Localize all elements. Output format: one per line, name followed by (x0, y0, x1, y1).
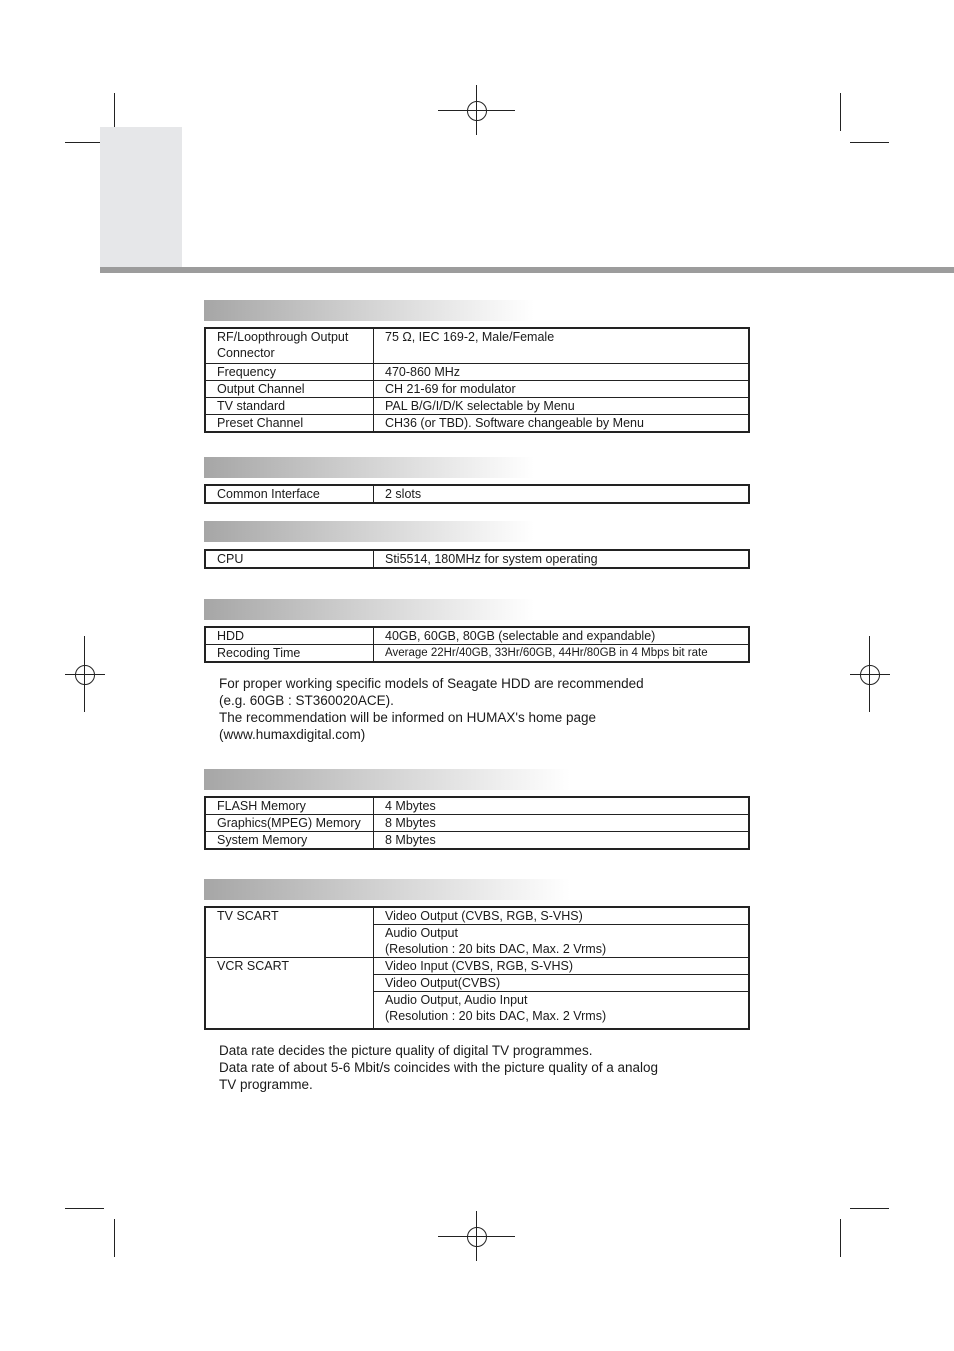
spec-value-line: Audio Output, Audio Input (385, 993, 528, 1007)
spec-value: CH 21-69 for modulator (374, 381, 750, 398)
table-row (205, 627, 749, 645)
table-row (205, 832, 749, 850)
spec-key: Graphics(MPEG) Memory (205, 815, 374, 832)
spec-key: TV standard (205, 398, 374, 415)
table-row (205, 381, 749, 398)
spec-key: HDD (205, 627, 374, 645)
spec-value: 470-860 MHz (374, 364, 750, 381)
spec-value: Average 22Hr/40GB, 33Hr/60GB, 44Hr/80GB in 4 Mbps bit rate (374, 645, 750, 663)
table-row (205, 645, 749, 663)
spec-key: RF/Loopthrough Output Connector (205, 328, 374, 364)
spec-key: Recoding Time (205, 645, 374, 663)
spec-key: System Memory (205, 832, 374, 850)
table-row (205, 907, 749, 925)
header-tab (100, 127, 182, 267)
section-bar-av (204, 879, 570, 900)
note-line: Data rate of about 5-6 Mbit/s coincides with the picture quality of a analog (219, 1060, 659, 1075)
section-bar-memory (204, 769, 570, 790)
memory-spec-table (204, 796, 750, 850)
hdd-spec-table (204, 626, 750, 663)
spec-value-line: Audio Output (385, 926, 458, 940)
table-row (205, 550, 749, 568)
table-row (205, 328, 749, 364)
spec-value: 4 Mbytes (374, 797, 750, 815)
spec-key: Frequency (205, 364, 374, 381)
table-row (205, 415, 749, 433)
spec-value: 8 Mbytes (374, 815, 750, 832)
note-line: The recommendation will be informed on HUMAX's home page (219, 710, 597, 725)
spec-key: Preset Channel (205, 415, 374, 433)
note-line: Data rate decides the picture quality of digital TV programmes. (219, 1043, 593, 1058)
note-line: (e.g. 60GB : ST360020ACE). (219, 693, 394, 708)
av-spec-table (204, 906, 750, 1030)
cpu-spec-table (204, 549, 750, 569)
spec-key: TV SCART (205, 907, 374, 958)
table-row (205, 797, 749, 815)
section-bar-ci (204, 457, 534, 478)
table-row (205, 958, 749, 975)
spec-value: CH36 (or TBD). Software changeable by Menu (374, 415, 750, 433)
section-bar-cpu (204, 521, 534, 542)
spec-value: Video Input (CVBS, RGB, S-VHS) (374, 958, 750, 975)
spec-key: FLASH Memory (205, 797, 374, 815)
rf-spec-table (204, 327, 750, 433)
spec-value-line: (Resolution : 20 bits DAC, Max. 2 Vrms) (385, 942, 607, 956)
table-row (205, 815, 749, 832)
av-note (219, 1042, 658, 1093)
spec-value (374, 992, 750, 1030)
spec-key: Output Channel (205, 381, 374, 398)
spec-value: Sti5514, 180MHz for system operating (374, 550, 750, 568)
section-bar-rf (204, 300, 534, 321)
spec-value: Video Output (CVBS, RGB, S-VHS) (374, 907, 750, 925)
note-line: (www.humaxdigital.com) (219, 727, 366, 742)
spec-value: Video Output(CVBS) (374, 975, 750, 992)
spec-value-line: (Resolution : 20 bits DAC, Max. 2 Vrms) (385, 1009, 607, 1023)
spec-value (374, 925, 750, 958)
spec-key: Common Interface (205, 485, 374, 503)
ci-spec-table (204, 484, 750, 504)
spec-value: 40GB, 60GB, 80GB (selectable and expandable) (374, 627, 750, 645)
spec-key: VCR SCART (205, 958, 374, 1030)
table-row (205, 398, 749, 415)
section-bar-hdd (204, 599, 534, 620)
table-row (205, 364, 749, 381)
note-line: TV programme. (219, 1077, 313, 1092)
hdd-note (219, 675, 644, 743)
spec-value: 2 slots (374, 485, 750, 503)
spec-key: CPU (205, 550, 374, 568)
table-row (205, 485, 749, 503)
note-line: For proper working specific models of Seagate HDD are recommended (219, 676, 644, 691)
header-rule (100, 267, 954, 273)
spec-value: PAL B/G/I/D/K selectable by Menu (374, 398, 750, 415)
spec-value: 75 Ω, IEC 169-2, Male/Female (374, 328, 750, 364)
spec-value: 8 Mbytes (374, 832, 750, 850)
